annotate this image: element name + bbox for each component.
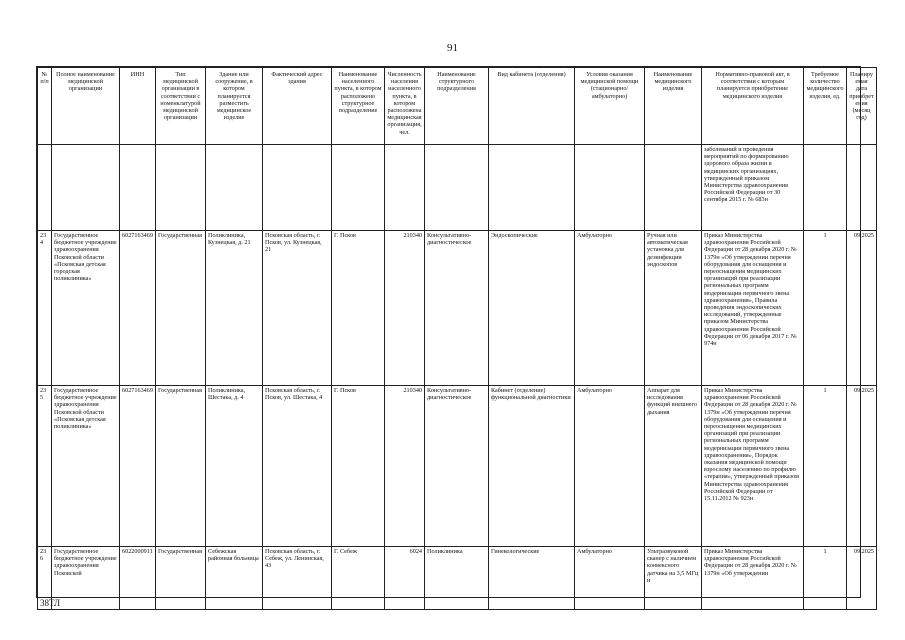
header-device: Наименование медицинского изделия [645,68,702,145]
cell-unit: Консультативно-диагностическое [425,231,489,386]
cell-population: 6024 [385,547,425,610]
cell-population: 210340 [385,386,425,547]
cell-act: Приказ Министерства здравоохранения Российской Федерации от 28 декабря 2020 г. № 1379н «Об утверждении [702,547,804,610]
header-cabinet: Вид кабинета (отделения) [489,68,575,145]
cell-act: Приказ Министерства здравоохранения Российской Федерации от 28 декабря 2020 г. № 1379н «Об утверждении перечня оборудования для оснащения и переоснащения медицинских организаций при реализации региональных программ модернизации первичного звена здравоохранения», Порядок оказания медицинской помощи взрослому населению по профилю «терапия», утвержденный приказом Министерства здравоохранения Российской Федерации от 15.11.2012 № 923н [702,386,804,547]
cell-device: Ручная или автоматическая установка для дезинфекции эндоскопов [645,231,702,386]
cell-building: Поликлиника, Кузнецкая, д. 21 [206,231,263,386]
table-row-continuation [38,145,877,231]
header-date: Планируемая дата приобретения (месяц год) [847,68,877,145]
cell-inn: 6027163469 [120,231,156,386]
cell-qty: 1 [804,231,847,386]
cell-type: Государственная [156,547,206,610]
header-num: № п/п [38,68,52,145]
header-qty: Требуемое количество медицинского изделия, ед. [804,68,847,145]
table-row [38,231,877,386]
header-org: Полное наименование медицинской организации [52,68,120,145]
page-number: 91 [447,42,458,54]
continuation-act-cell: заболеваний и проведения мероприятий по формированию здорового образа жизни в медицинских организациях, утвержденный приказом Министерства здравоохранения Российской Федерации от 30 сентября 2015 г. № 683н [702,145,804,231]
cell-unit: Поликлиника [425,547,489,610]
cell-org: Государственное бюджетное учреждение здравоохранения Псковской [52,547,120,610]
header-building: Здание или сооружение, в котором планируется разместить медицинское изделие [206,68,263,145]
equipment-table [37,67,877,610]
cell-unit: Консультативно-диагностическое [425,386,489,547]
cell-org: Государственное бюджетное учреждение здравоохранения Псковской области «Псковская детская городская поликлиника» [52,231,120,386]
cell-building: Поликлиника, Шестака, д. 4 [206,386,263,547]
cell-qty: 1 [804,386,847,547]
cell-type: Государственная [156,386,206,547]
header-act: Нормативно-правовой акт, в соответствии с которым планируется приобретение медицинского изделия [702,68,804,145]
table-header-row [38,68,877,145]
cell-cabinet: Эндоскопические [489,231,575,386]
cell-population: 210340 [385,231,425,386]
header-inn: ИНН [120,68,156,145]
cell-device: Ультразвуковой сканер с наличием конвексного датчика на 3,5 МГц и [645,547,702,610]
cell-type: Государственная [156,231,206,386]
header-population: Численность населения населенного пункта, в котором расположена медицинская организация, чел. [385,68,425,145]
cell-address: Псковская область, г. Псков, ул. Кузнецкая, 21 [263,231,332,386]
header-type: Тип медицинской организации в соответствии с номенклатурой медицинской организации [156,68,206,145]
cell-building: Себежская районная больница [206,547,263,610]
cell-locality: Г. Псков [332,386,385,547]
cell-device: Аппарат для исследования функций внешнего дыхания [645,386,702,547]
cell-address: Псковская область, г. Себеж, ул. Ленинская, 43 [263,547,332,610]
cell-cabinet: Кабинет (отделение) функциональной диагностики [489,386,575,547]
cell-inn: 6027163469 [120,386,156,547]
header-unit: Наименование структурного подразделения [425,68,489,145]
cell-org: Государственное бюджетное учреждение здравоохранения Псковской области «Псковская детская поликлиника» [52,386,120,547]
cell-cabinet: Гинекологические [489,547,575,610]
cell-date: 09.2025 [847,386,877,547]
cell-num: 234 [38,231,52,386]
table-row [38,386,877,547]
footer-code: 38ТЛ [40,598,61,608]
table-row [38,547,877,610]
equipment-table-container [36,66,874,598]
cell-conditions: Амбулаторно [575,231,645,386]
cell-qty: 1 [804,547,847,610]
cell-conditions: Амбулаторно [575,386,645,547]
cell-num: 236 [38,547,52,610]
header-conditions: Условия оказания медицинской помощи (стационарно/ амбулаторно) [575,68,645,145]
cell-locality: Г. Псков [332,231,385,386]
cell-locality: Г. Себеж [332,547,385,610]
cell-date: 09.2025 [847,547,877,610]
cell-address: Псковская область, г. Псков, ул. Шестака, 4 [263,386,332,547]
cell-inn: 6022000911 [120,547,156,610]
header-address: Фактический адрес здания [263,68,332,145]
header-locality: Наименование населенного пункта, в котором расположено структурное подразделение [332,68,385,145]
cell-conditions: Амбулаторно [575,547,645,610]
cell-num: 235 [38,386,52,547]
cell-act: Приказ Министерства здравоохранения Российской Федерации от 28 декабря 2020 г. № 1379н «Об утверждении перечня оборудования для оснащения и переоснащения медицинских организаций при реализации региональных программ модернизации первичного звена здравоохранения», Правила проведения эндоскопических исследований, утвержденные приказом Министерства здравоохранения Российской Федерации от 06 декабря 2017 г. № 974н [702,231,804,386]
cell-date: 09.2025 [847,231,877,386]
